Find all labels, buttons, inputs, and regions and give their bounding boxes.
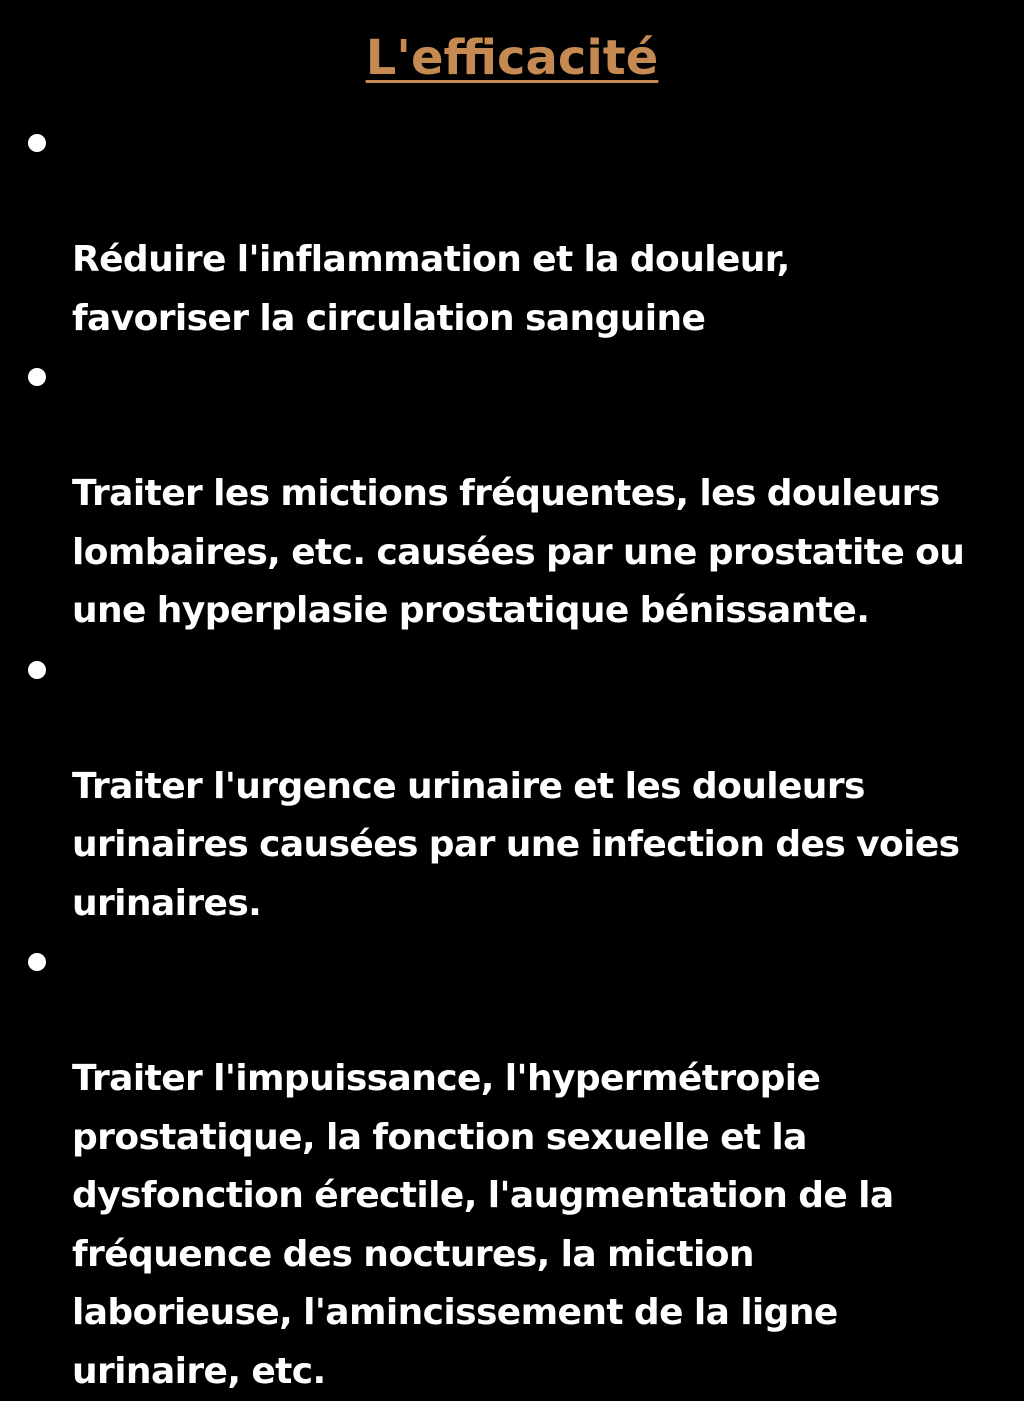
list-item [0,114,1024,348]
list-item [0,641,1024,934]
bullet-list [0,114,1024,1401]
bullet-icon [28,661,46,679]
list-item-text: Réduire l'inflammation et la douleur, favoriser la circulation sanguine [72,239,790,339]
list-item-text: Traiter les mictions fréquentes, les douleurs lombaires, etc. causées par une prostatite ou une hyperplasie prostatique bénissante. [72,473,965,631]
list-item-text: Traiter l'urgence urinaire et les douleurs urinaires causées par une infection des voies urinaires. [72,765,960,924]
list-item [0,348,1024,641]
bullet-icon [28,953,46,971]
bullet-icon [28,368,46,386]
list-item [0,933,1024,1401]
page-title: L'efficacité [365,30,659,86]
list-item-text: Traiter l'impuissance, l'hypermétropie prostatique, la fonction sexuelle et la dysfonction érectile, l'augmentation de la fréquence des noctures, la miction laborieuse, l'amincissement de la ligne urinaire, etc. [72,1058,894,1392]
bullet-icon [28,134,46,152]
